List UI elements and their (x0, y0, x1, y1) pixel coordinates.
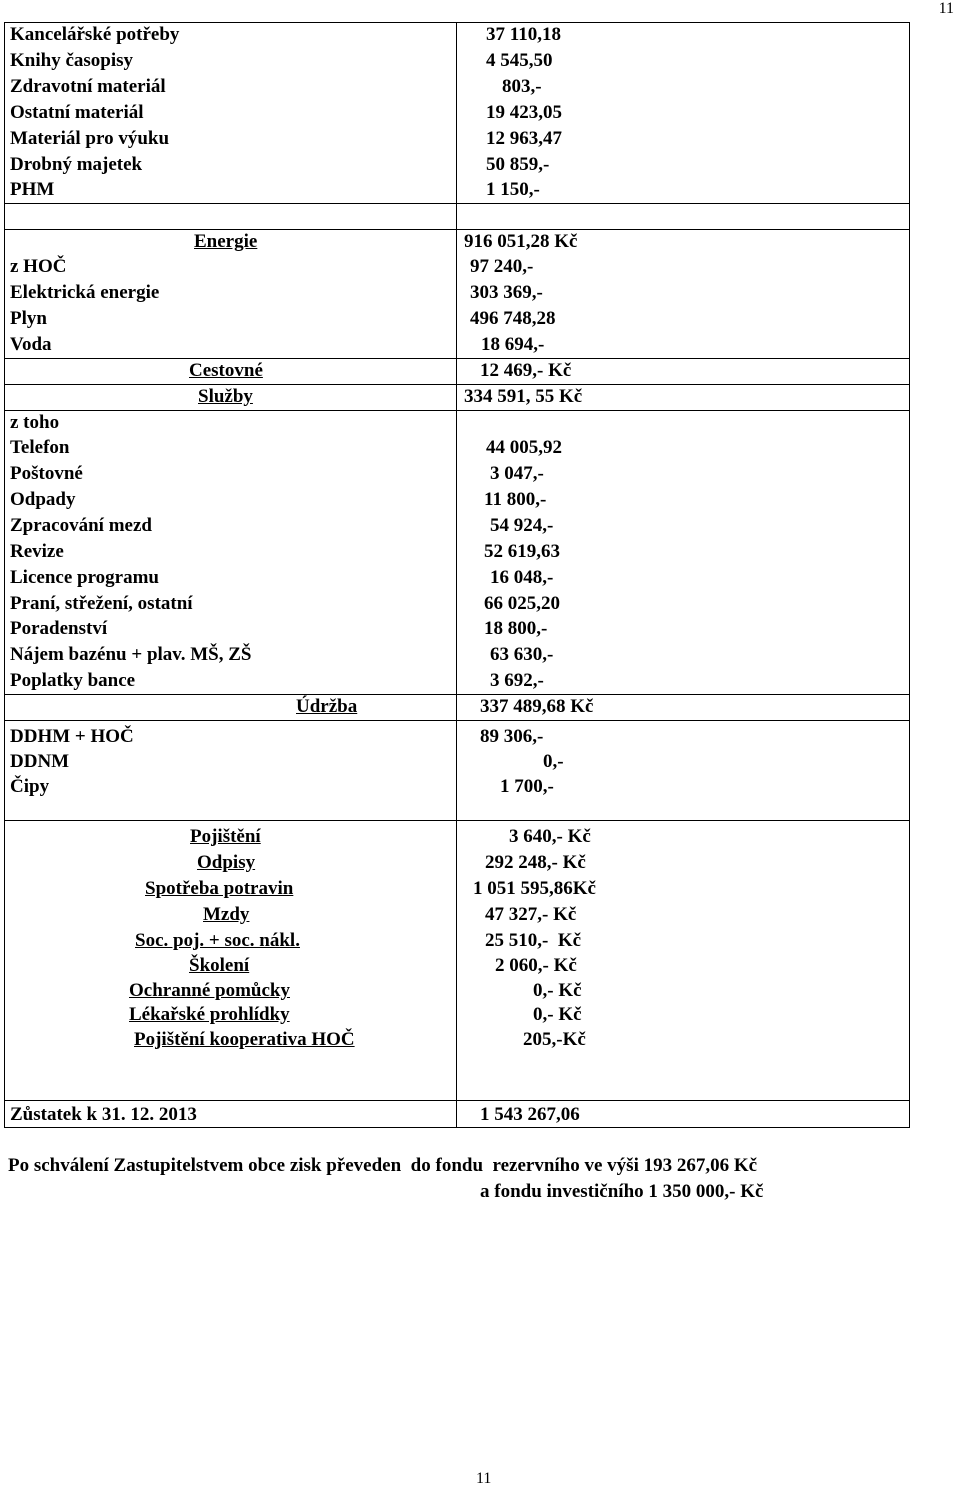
column-divider (456, 22, 457, 1128)
ostatni-value: 3 640,- Kč (509, 826, 591, 847)
ddhm-value: 1 700,- (500, 776, 554, 797)
sluzby-value: 16 048,- (490, 567, 554, 588)
material-label: Ostatní materiál (10, 102, 144, 123)
energie-label: Plyn (10, 308, 47, 329)
ostatni-label: Ochranné pomůcky (129, 980, 290, 1001)
energie-heading: Energie (194, 231, 258, 252)
material-value: 803,- (502, 76, 542, 97)
ostatni-value: 2 060,- Kč (495, 955, 577, 976)
sluzby-label: Poštovné (10, 463, 83, 484)
zustatek-label: Zůstatek k 31. 12. 2013 (10, 1104, 197, 1125)
sluzby-subheading: z toho (10, 412, 60, 433)
footer-line-1: Po schválení Zastupitelstvem obce zisk převeden do fondu rezervního ve výši 193 267,06 Kč (8, 1155, 758, 1176)
ddhm-label: DDNM (10, 751, 70, 772)
sluzby-value: 3 692,- (490, 670, 544, 691)
budget-table (4, 22, 910, 1128)
material-label: Kancelářské potřeby (10, 24, 180, 45)
ostatni-value: 1 051 595,86Kč (473, 878, 596, 899)
row-divider (4, 1100, 910, 1101)
ostatni-label: Soc. poj. + soc. nákl. (135, 930, 300, 951)
material-value: 4 545,50 (486, 50, 553, 71)
row-divider (4, 229, 910, 230)
sluzby-label: Poradenství (10, 618, 108, 639)
material-label: Knihy časopisy (10, 50, 134, 71)
footer-line-2: a fondu investičního 1 350 000,- Kč (480, 1181, 764, 1202)
ddhm-value: 0,- (543, 751, 564, 772)
row-divider (4, 720, 910, 721)
sluzby-label: Nájem bazénu + plav. MŠ, ZŠ (10, 644, 252, 665)
ostatni-value: 205,-Kč (523, 1029, 586, 1050)
row-divider (4, 410, 910, 411)
ostatni-value: 47 327,- Kč (485, 904, 577, 925)
table-border-right (909, 22, 910, 1128)
ddhm-label: Čipy (10, 776, 50, 797)
ostatni-label: Pojištění (190, 826, 261, 847)
sluzby-heading: Služby (198, 386, 253, 407)
sluzby-label: Licence programu (10, 567, 159, 588)
udrzba-label: Údržba (296, 696, 358, 717)
material-label: Zdravotní materiál (10, 76, 166, 97)
sluzby-label: Poplatky bance (10, 670, 136, 691)
ostatni-label: Mzdy (203, 904, 250, 925)
material-value: 50 859,- (486, 154, 550, 175)
row-divider (4, 203, 910, 204)
udrzba-value: 337 489,68 Kč (480, 696, 594, 717)
ostatni-value: 25 510,- Kč (485, 930, 582, 951)
material-label: Materiál pro výuku (10, 128, 170, 149)
sluzby-value: 66 025,20 (484, 593, 560, 614)
sluzby-value: 52 619,63 (484, 541, 560, 562)
energie-label: z HOČ (10, 256, 67, 277)
zustatek-value: 1 543 267,06 (480, 1104, 580, 1125)
ostatni-value: 0,- Kč (533, 1004, 582, 1025)
sluzby-total: 334 591, 55 Kč (464, 386, 583, 407)
sluzby-value: 3 047,- (490, 463, 544, 484)
sluzby-label: Revize (10, 541, 64, 562)
sluzby-value: 54 924,- (490, 515, 554, 536)
sluzby-label: Telefon (10, 437, 70, 458)
table-border-left (4, 22, 5, 1128)
energie-value: 18 694,- (481, 334, 545, 355)
ostatni-label: Lékařské prohlídky (129, 1004, 290, 1025)
ostatni-value: 0,- Kč (533, 980, 582, 1001)
energie-value: 303 369,- (470, 282, 543, 303)
ostatni-label: Odpisy (197, 852, 256, 873)
energie-value: 496 748,28 (470, 308, 556, 329)
sluzby-value: 11 800,- (484, 489, 547, 510)
sluzby-value: 63 630,- (490, 644, 554, 665)
material-value: 1 150,- (486, 179, 540, 200)
row-divider (4, 384, 910, 385)
energie-label: Voda (10, 334, 52, 355)
sluzby-value: 18 800,- (484, 618, 548, 639)
row-divider (4, 820, 910, 821)
material-value: 37 110,18 (486, 24, 561, 45)
energie-value: 97 240,- (470, 256, 534, 277)
ostatni-label: Pojištění kooperativa HOČ (134, 1029, 355, 1050)
row-divider (4, 694, 910, 695)
cestovne-value: 12 469,- Kč (480, 360, 572, 381)
page-number-bottom: 11 (476, 1470, 492, 1487)
sluzby-value: 44 005,92 (486, 437, 562, 458)
row-divider (4, 358, 910, 359)
ostatni-label: Školení (189, 955, 250, 976)
ddhm-label: DDHM + HOČ (10, 726, 134, 747)
sluzby-label: Praní, střežení, ostatní (10, 593, 193, 614)
ostatni-value: 292 248,- Kč (485, 852, 586, 873)
energie-total: 916 051,28 Kč (464, 231, 578, 252)
energie-label: Elektrická energie (10, 282, 160, 303)
material-value: 12 963,47 (486, 128, 562, 149)
page-number-top: 11 (938, 0, 954, 17)
material-label: PHM (10, 179, 55, 200)
material-value: 19 423,05 (486, 102, 562, 123)
ostatni-label: Spotřeba potravin (145, 878, 294, 899)
cestovne-label: Cestovné (189, 360, 263, 381)
sluzby-label: Odpady (10, 489, 76, 510)
material-label: Drobný majetek (10, 154, 143, 175)
ddhm-value: 89 306,- (480, 726, 544, 747)
sluzby-label: Zpracování mezd (10, 515, 152, 536)
